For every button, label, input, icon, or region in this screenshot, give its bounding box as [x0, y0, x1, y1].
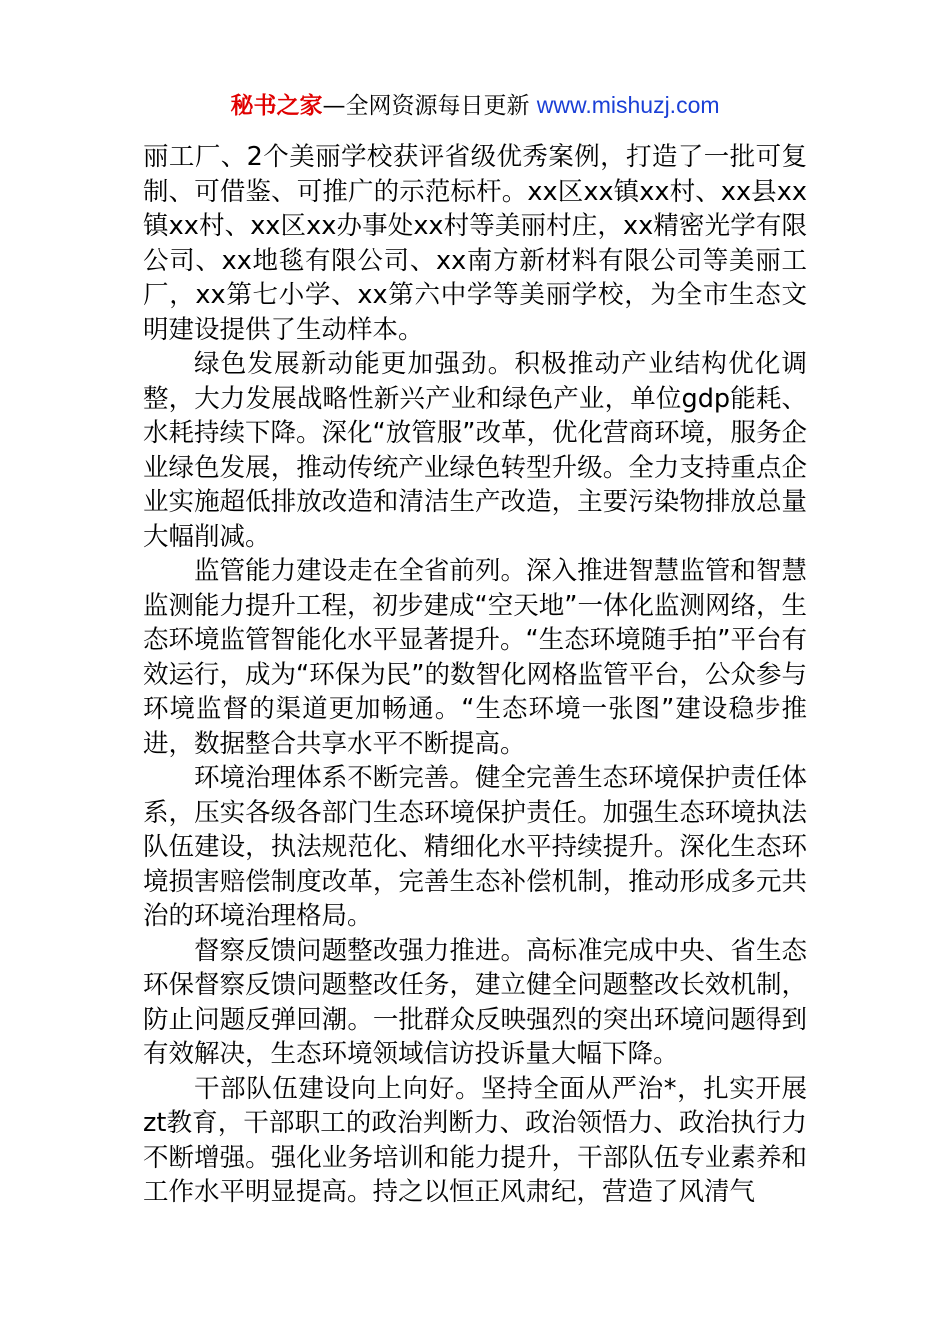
paragraph-green-development: 绿色发展新动能更加强劲。积极推动产业结构优化调整，大力发展战略性新兴产业和绿色产业，单位gdp能耗、水耗持续下降。深化“放管服”改革，优化营商环境，服务企业绿色发展，推动传统产业绿色转型升级。全力支持重点企业实施超低排放改造和清洁生产改造，主要污染物排放总量大幅削减。	[143, 349, 807, 552]
paragraph-inspection-rectification: 督察反馈问题整改强力推进。高标准完成中央、省生态环保督察反馈问题整改任务，建立健全问题整改长效机制，防止问题反弹回潮。一批群众反映强烈的突出环境问题得到有效解决，生态环境领域信访投诉量大幅下降。	[143, 935, 807, 1069]
site-url: www.mishuzj.com	[536, 92, 720, 118]
document-body	[143, 140, 807, 1210]
paragraph-continued: 丽工厂、2个美丽学校获评省级优秀案例，打造了一批可复制、可借鉴、可推广的示范标杆。xx区xx镇xx村、xx县xx镇xx村、xx区xx办事处xx村等美丽村庄，xx精密光学有限公司、xx地毯有限公司、xx南方新材料有限公司等美丽工厂，xx第七小学、xx第六中学等美丽学校，为全市生态文明建设提供了生动样本。	[143, 142, 807, 345]
brand-name: 秘书之家	[230, 93, 323, 119]
paragraph-governance-system: 环境治理体系不断完善。健全完善生态环境保护责任体系，压实各级各部门生态环境保护责任。加强生态环境执法队伍建设，执法规范化、精细化水平持续提升。深化生态环境损害赔偿制度改革，完善生态补偿机制，推动形成多元共治的环境治理格局。	[143, 763, 807, 931]
header-tagline: 全网资源每日更新	[345, 93, 537, 119]
paragraph-cadre-team: 干部队伍建设向上向好。坚持全面从严治*，扎实开展zt教育，干部职工的政治判断力、政治领悟力、政治执行力不断增强。强化业务培训和能力提升，干部队伍专业素养和工作水平明显提高。持之以恒正风肃纪，营造了风清气	[143, 1073, 807, 1207]
paragraph-supervision-capacity: 监管能力建设走在全省前列。深入推进智慧监管和智慧监测能力提升工程，初步建成“空天地”一体化监测网络，生态环境监管智能化水平显著提升。“生态环境随手拍”平台有效运行，成为“环保为民”的数智化网格监管平台，公众参与环境监督的渠道更加畅通。“生态环境一张图”建设稳步推进，数据整合共享水平不断提高。	[143, 556, 807, 759]
header-dash: —	[322, 93, 346, 119]
page-header	[0, 88, 950, 123]
